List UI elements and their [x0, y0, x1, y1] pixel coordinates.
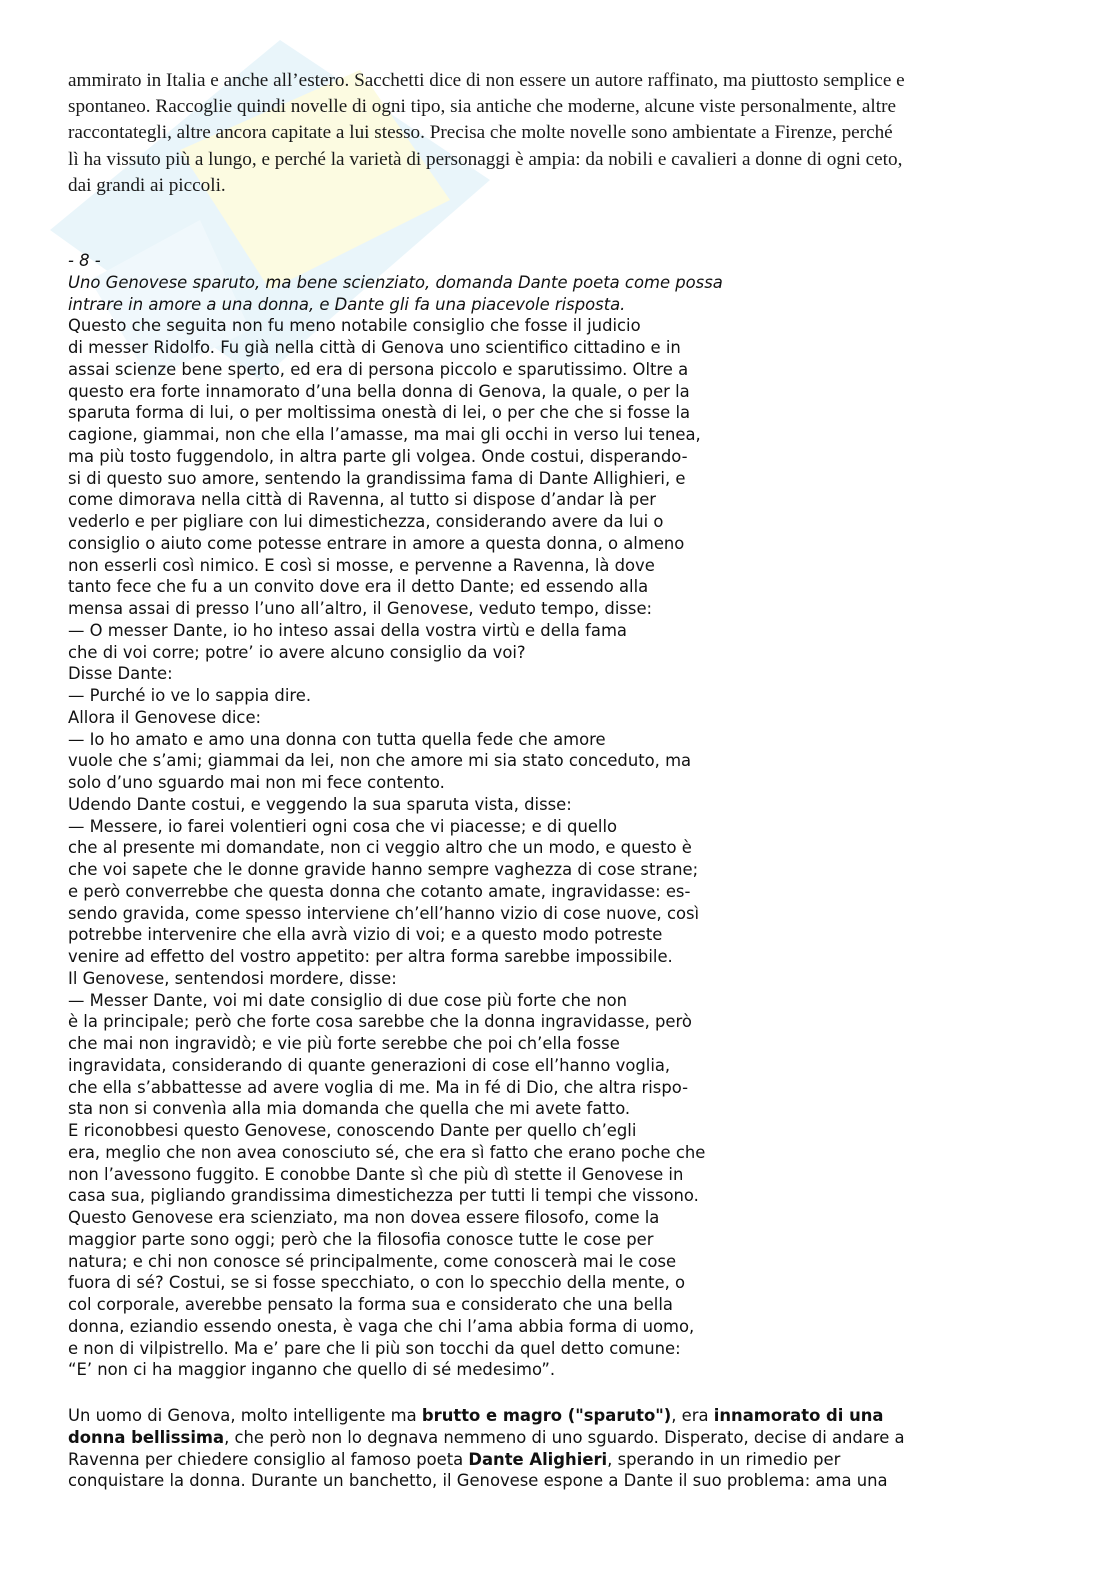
novella-line: casa sua, pigliando grandissima dimestichezza per tutti li tempi che vissono.: [68, 1186, 699, 1206]
novella-line: che mai non ingravidò; e vie più forte serebbe che poi ch’ella fosse: [68, 1034, 620, 1053]
summary-line: [68, 1449, 1028, 1471]
novella-line: Questo Genovese era scienziato, ma non dovea essere filosofo, come la: [68, 1208, 660, 1227]
novella-line: che voi sapete che le donne gravide hanno sempre vaghezza di cose strane;: [68, 860, 699, 879]
novella-line: E riconobbesi questo Genovese, conoscendo Dante per quello ch’egli: [68, 1121, 637, 1140]
novella-title-line: intrare in amore a una donna, e Dante gli fa una piacevole risposta.: [68, 294, 626, 314]
novella-line: col corporale, averebbe pensato la forma sua e considerato che una bella: [68, 1295, 673, 1314]
intro-line: raccontategli, altre ancora capitate a lui stesso. Precisa che molte novelle sono ambientate a Firenze, perché: [68, 122, 893, 144]
novella-line: questo era forte innamorato d’una bella donna di Genova, la quale, o per la: [68, 381, 690, 401]
intro-line: ammirato in Italia e anche all’estero. Sacchetti dice di non essere un autore raffinato, ma piuttosto semplice e: [68, 70, 905, 91]
intro-line: spontaneo. Raccoglie quindi novelle di ogni tipo, sia antiche che moderne, alcune viste personalmente, altre: [68, 96, 896, 118]
summary-line: conquistare la donna. Durante un banchetto, il Genovese espone a Dante il suo problema: ama una: [68, 1471, 888, 1491]
novella-line: Udendo Dante costui, e veggendo la sua sparuta vista, disse:: [68, 794, 572, 814]
novella-line: Allora il Genovese dice:: [68, 707, 262, 727]
novella-line: natura; e chi non conosce sé principalmente, come conoscerà mai le cose: [68, 1251, 677, 1271]
novella-line: vederlo e per pigliare con lui dimestichezza, considerando avere da lui o: [68, 512, 664, 531]
novella-line: — Io ho amato e amo una donna con tutta quella fede che amore: [68, 729, 606, 749]
novella-line: ingravidata, considerando di quante generazioni di cose ell’hanno voglia,: [68, 1055, 671, 1075]
novella-line: potrebbe intervenire che ella avrà vizio di voi; e a questo modo potreste: [68, 925, 663, 945]
novella-line: vuole che s’ami; giammai da lei, non che amore mi sia stato conceduto, ma: [68, 751, 692, 771]
summary-line: [68, 1427, 1028, 1449]
novella-line: Disse Dante:: [68, 664, 173, 684]
novella-line: sparuta forma di lui, o per moltissima onestà di lei, o per che che si fosse la: [68, 403, 691, 423]
novella-line: non l’avessono fuggito. E conobbe Dante sì che più dì stette il Genovese in: [68, 1164, 684, 1184]
summary-paragraph: [68, 1405, 1028, 1492]
novella-line: — O messer Dante, io ho inteso assai della vostra virtù e della fama: [68, 620, 627, 640]
novella-title-line: Uno Genovese sparuto, ma bene scienziato, domanda Dante poeta come possa: [68, 272, 723, 292]
novella-line: mensa assai di presso l’uno all’altro, il Genovese, veduto tempo, disse:: [68, 599, 653, 618]
novella-line: — Messer Dante, voi mi date consiglio di due cose più forte che non: [68, 990, 628, 1010]
summary-bold: donna bellissima: [68, 1427, 225, 1447]
novella-line: assai scienze bene sperto, ed era di persona piccolo e sparutissimo. Oltre a: [68, 359, 689, 379]
novella-line: e non di vilpistrello. Ma e’ pare che li più son tocchi da quel detto comune:: [68, 1338, 681, 1358]
novella-line: sendo gravida, come spesso interviene ch’ell’hanno vizio di cose nuove, così: [68, 903, 700, 923]
novella-text: [68, 250, 1068, 1403]
summary-bold: brutto e magro ("sparuto"): [421, 1406, 672, 1425]
novella-line: fuora di sé? Costui, se si fosse specchiato, o con lo specchio della mente, o: [68, 1273, 686, 1293]
novella-line: che di voi corre; potre’ io avere alcuno consiglio da voi?: [68, 642, 526, 662]
novella-line: tanto fece che fu a un convito dove era il detto Dante; ed essendo alla: [68, 577, 649, 597]
summary-text: Ravenna per chiedere consiglio al famoso poeta: [68, 1449, 469, 1469]
novella-line: era, meglio che non avea conosciuto sé, che era sì fatto che erano poche che: [68, 1142, 706, 1162]
summary-text: , che però non lo degnava nemmeno di uno sguardo. Disperato, decise di andare a: [224, 1427, 905, 1447]
novella-line: è la principale; però che forte cosa sarebbe che la donna ingravidasse, però: [68, 1012, 692, 1032]
summary-text: , era: [671, 1406, 714, 1425]
novella-line: che al presente mi domandate, non ci veggio altro che un modo, e questo è: [68, 838, 692, 858]
novella-line: si di questo suo amore, sentendo la grandissima fama di Dante Allighieri, e: [68, 468, 686, 488]
novella-line: “E’ non ci ha maggior inganno che quello di sé medesimo”.: [68, 1360, 556, 1380]
summary-text: Un uomo di Genova, molto intelligente ma: [68, 1406, 422, 1425]
novella-line: — Messere, io farei volentieri ogni cosa che vi piacesse; e di quello: [68, 816, 618, 836]
novella-line: — Purché io ve lo sappia dire.: [68, 686, 312, 705]
novella-number: - 8 -: [68, 251, 101, 270]
novella-line: cagione, giammai, non che ella l’amasse, ma mai gli occhi in verso lui tenea,: [68, 425, 701, 444]
novella-line: consiglio o aiuto come potesse entrare in amore a questa donna, o almeno: [68, 533, 685, 553]
intro-line: lì ha vissuto più a lungo, e perché la varietà di personaggi è ampia: da nobili e cavalieri a donne di ogni ceto,: [68, 148, 903, 170]
novella-line: ma più tosto fuggendolo, in altra parte gli volgea. Onde costui, disperando-: [68, 446, 688, 466]
novella-line: Il Genovese, sentendosi mordere, disse:: [68, 968, 397, 988]
summary-text: , sperando in un rimedio per: [607, 1449, 841, 1469]
summary-bold: innamorato di una: [713, 1406, 884, 1425]
novella-line: di messer Ridolfo. Fu già nella città di Genova uno scientifico cittadino e in: [68, 338, 681, 357]
novella-line: maggior parte sono oggi; però che la filosofia conosce tutte le cose per: [68, 1229, 654, 1249]
novella-line: come dimorava nella città di Ravenna, al tutto si dispose d’andar là per: [68, 490, 657, 510]
intro-paragraph: [68, 68, 1058, 199]
novella-line: sta non si convenìa alla mia domanda che quella che mi avete fatto.: [68, 1099, 631, 1119]
novella-line: e però converrebbe che questa donna che cotanto amate, ingravidasse: es-: [68, 881, 691, 901]
novella-line: solo d’uno sguardo mai non mi fece contento.: [68, 773, 445, 792]
novella-line: venire ad effetto del vostro appetito: per altra forma sarebbe impossibile.: [68, 947, 673, 966]
novella-line: [68, 1381, 1068, 1403]
summary-line: [68, 1405, 1028, 1427]
novella-line: non esserli così nimico. E così si mosse, e pervenne a Ravenna, là dove: [68, 555, 655, 575]
summary-bold: Dante Alighieri: [468, 1449, 608, 1469]
novella-line: che ella s’abbattesse ad avere voglia di me. Ma in fé di Dio, che altra rispo-: [68, 1077, 688, 1097]
novella-line: donna, eziandio essendo onesta, è vaga che chi l’ama abbia forma di uomo,: [68, 1316, 695, 1336]
novella-line: Questo che seguita non fu meno notabile consiglio che fosse il judicio: [68, 316, 641, 336]
intro-line: dai grandi ai piccoli.: [68, 174, 226, 196]
